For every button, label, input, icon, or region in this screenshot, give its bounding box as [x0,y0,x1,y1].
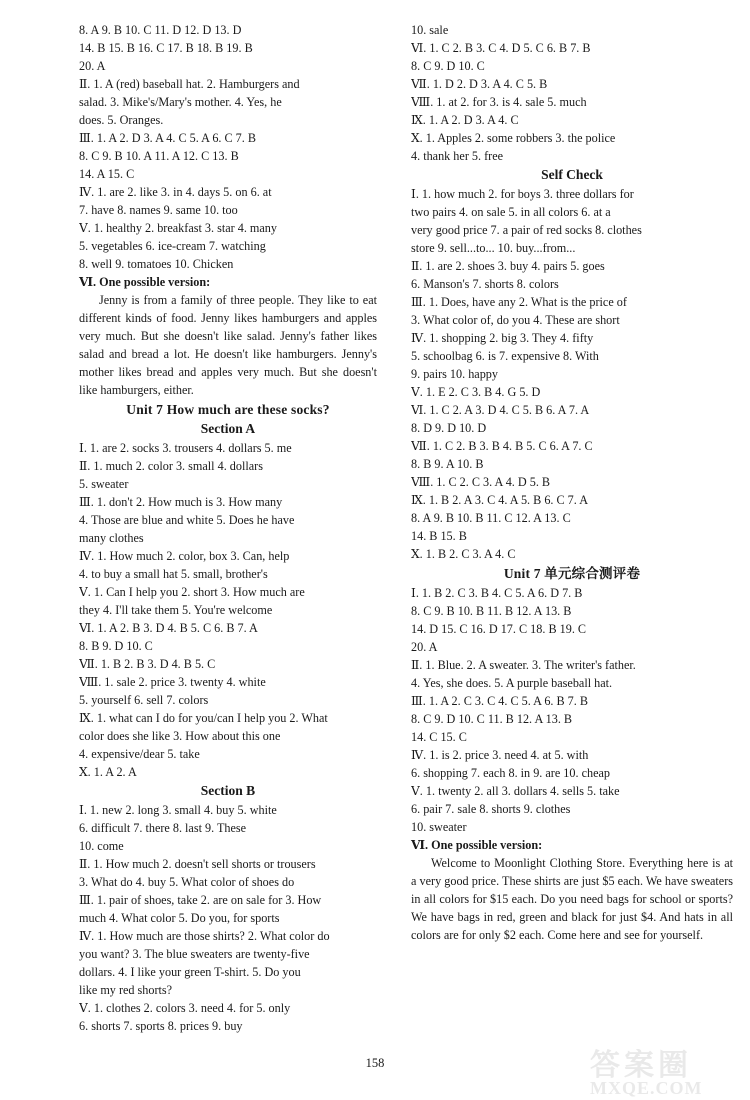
answer-line: 14. D 15. C 16. D 17. C 18. B 19. C [411,622,587,636]
answer-line: 5. yourself 6. sell 7. colors [79,693,209,707]
answer-line: 6. difficult 7. there 8. last 9. These [79,821,247,835]
answer-line: Ⅲ. 1. pair of shoes, take 2. are on sale for 3. How [79,893,322,907]
answer-line: Ⅴ. 1. E 2. C 3. B 4. G 5. D [411,385,541,399]
answer-line: Ⅲ. 1. Does, have any 2. What is the price of [411,295,627,309]
answer-line: Ⅹ. 1. Apples 2. some robbers 3. the police [411,131,616,145]
answer-line: Ⅱ. 1. A (red) baseball hat. 2. Hamburgers and [79,77,300,91]
answer-line: Ⅶ. 1. D 2. D 3. A 4. C 5. B [411,77,548,91]
left-answer-column [79,21,377,1035]
page-number: 158 [365,1056,385,1070]
answer-line: 3. What color of, do you 4. These are short [411,313,620,327]
answer-line: Ⅳ. 1. are 2. like 3. in 4. days 5. on 6. at [79,185,272,199]
answer-line: much 4. What color 5. Do you, for sports [79,911,280,925]
answer-line: 5. vegetables 6. ice-cream 7. watching [79,239,266,253]
answer-line: 7. have 8. names 9. same 10. too [79,203,238,217]
answer-line: 8. well 9. tomatoes 10. Chicken [79,257,234,271]
answer-line: Ⅱ. 1. are 2. shoes 3. buy 4. pairs 5. goes [411,259,605,273]
answer-line: Ⅰ. 1. are 2. socks 3. trousers 4. dollars 5. me [79,441,292,455]
answer-line: 5. schoolbag 6. is 7. expensive 8. With [411,349,599,363]
answer-line: color does she like 3. How about this one [79,729,281,743]
answer-line: Ⅹ. 1. A 2. A [79,765,137,779]
answer-line: 14. B 15. B [411,529,467,543]
answer-line: Ⅳ. 1. shopping 2. big 3. They 4. fifty [411,331,594,345]
section-heading: Section A [200,421,256,436]
answer-line: 4. expensive/dear 5. take [79,747,200,761]
answer-line: Ⅷ. 1. at 2. for 3. is 4. sale 5. much [411,95,587,109]
answer-line: Ⅳ. 1. is 2. price 3. need 4. at 5. with [411,748,589,762]
answer-line: 8. D 9. D 10. D [411,421,487,435]
answer-line: 3. What do 4. buy 5. What color of shoes do [79,875,295,889]
answer-line: 4. to buy a small hat 5. small, brother's [79,567,268,581]
answer-line: Ⅵ. 1. C 2. A 3. D 4. C 5. B 6. A 7. A [411,403,590,417]
answer-line: Ⅴ. 1. Can I help you 2. short 3. How much are [79,585,305,599]
answer-line: Ⅵ. 1. C 2. B 3. C 4. D 5. C 6. B 7. B [411,41,591,55]
answer-line: Ⅲ. 1. don't 2. How much is 3. How many [79,495,283,509]
answer-line: Ⅸ. 1. A 2. D 3. A 4. C [411,113,519,127]
answer-line: very good price 7. a pair of red socks 8. clothes [411,223,642,237]
section-heading: Section B [200,783,256,798]
answer-line: 20. A [79,59,106,73]
answer-line: Ⅴ. 1. twenty 2. all 3. dollars 4. sells 5. take [411,784,620,798]
answer-line: 8. A 9. B 10. C 11. D 12. D 13. D [79,23,242,37]
answer-line: Ⅱ. 1. Blue. 2. A sweater. 3. The writer's father. [411,658,636,672]
answer-line: 4. Yes, she does. 5. A purple baseball hat. [411,676,613,690]
answer-line: Ⅷ. 1. sale 2. price 3. twenty 4. white [79,675,266,689]
answer-line: many clothes [79,531,144,545]
answer-line: Ⅳ. 1. How much are those shirts? 2. What color do [79,929,330,943]
answer-line: Ⅱ. 1. How much 2. doesn't sell shorts or trousers [79,857,316,871]
answer-line: 6. Manson's 7. shorts 8. colors [411,277,559,291]
essay-label: Ⅵ. One possible version: [79,275,211,289]
answer-line: you want? 3. The blue sweaters are twenty-five [79,947,310,961]
answer-line: Ⅸ. 1. what can I do for you/can I help you 2. What [79,711,328,725]
answer-line: 5. sweater [79,477,129,491]
answer-line: Ⅴ. 1. healthy 2. breakfast 3. star 4. many [79,221,277,235]
answer-line: 8. B 9. D 10. C [79,639,153,653]
answer-line: dollars. 4. I like your green T-shirt. 5. Do you [79,965,301,979]
unit-heading: Unit 7 单元综合测评卷 [503,566,641,581]
answer-line: Ⅹ. 1. B 2. C 3. A 4. C [411,547,516,561]
answer-line: does. 5. Oranges. [79,113,164,127]
answer-line: 6. shorts 7. sports 8. prices 9. buy [79,1019,243,1033]
answer-line: 14. B 15. B 16. C 17. B 18. B 19. B [79,41,253,55]
answer-line: Ⅷ. 1. C 2. C 3. A 4. D 5. B [411,475,551,489]
answer-line: 10. sale [411,23,449,37]
answer-line: Ⅶ. 1. B 2. B 3. D 4. B 5. C [79,657,216,671]
answer-line: Ⅸ. 1. B 2. A 3. C 4. A 5. B 6. C 7. A [411,493,589,507]
answer-line: 8. C 9. D 10. C [411,59,485,73]
answer-line: Ⅵ. 1. A 2. B 3. D 4. B 5. C 6. B 7. A [79,621,258,635]
answer-line: store 9. sell...to... 10. buy...from... [411,241,576,255]
answer-line: 8. C 9. B 10. A 11. A 12. C 13. B [79,149,239,163]
answer-line: 4. thank her 5. free [411,149,504,163]
answer-line: 9. pairs 10. happy [411,367,498,381]
model-essay-paragraph: Jenny is from a family of three people. They like to eat different kinds of food. Jenny likes hamburgers and apples very much. But she doesn't like salad. Jenny's father likes salad and bread a lot. He doesn't like hamburgers. Jenny's mother likes bread and apples very much. But she doesn't like hamburgers, either. [79,293,377,397]
answer-line: they 4. I'll take them 5. You're welcome [79,603,273,617]
right-answer-column [411,21,733,944]
answer-line: 8. B 9. A 10. B [411,457,484,471]
essay-label: Ⅵ. One possible version: [411,838,543,852]
answer-line: 8. C 9. D 10. C 11. B 12. A 13. B [411,712,573,726]
answer-line: 10. sweater [411,820,467,834]
answer-line: like my red shorts? [79,983,173,997]
answer-line: Ⅲ. 1. A 2. D 3. A 4. C 5. A 6. C 7. B [79,131,256,145]
answer-line: 6. shopping 7. each 8. in 9. are 10. cheap [411,766,611,780]
answer-line: Ⅶ. 1. C 2. B 3. B 4. B 5. C 6. A 7. C [411,439,593,453]
unit-heading: Unit 7 How much are these socks? [126,402,330,417]
answer-line: Ⅰ. 1. B 2. C 3. B 4. C 5. A 6. D 7. B [411,586,583,600]
answer-line: Ⅰ. 1. how much 2. for boys 3. three dollars for [411,187,634,201]
answer-line: 4. Those are blue and white 5. Does he have [79,513,295,527]
answer-line: two pairs 4. on sale 5. in all colors 6. at a [411,205,611,219]
answer-line: 6. pair 7. sale 8. shorts 9. clothes [411,802,571,816]
answer-line: Ⅴ. 1. clothes 2. colors 3. need 4. for 5. only [79,1001,291,1015]
model-essay-paragraph: Welcome to Moonlight Clothing Store. Everything here is at a very good price. These shirts are just $5 each. We have sweaters in all colors for $15 each. Do you need bags for school or sports? We have bags in red, green and black for just $4. And hats in all colors are for only $2 each. Come here and see for yourself. [411,856,733,942]
answer-line: Ⅰ. 1. new 2. long 3. small 4. buy 5. white [79,803,277,817]
answer-line: 14. A 15. C [79,167,135,181]
section-heading: Self Check [541,167,603,182]
answer-line: 20. A [411,640,438,654]
answer-line: 8. A 9. B 10. B 11. C 12. A 13. C [411,511,571,525]
answer-line: Ⅲ. 1. A 2. C 3. C 4. C 5. A 6. B 7. B [411,694,588,708]
watermark-logo: 答案圈 MXQE.COM [590,1049,703,1098]
answer-line: 14. C 15. C [411,730,467,744]
answer-line: salad. 3. Mike's/Mary's mother. 4. Yes, he [79,95,282,109]
answer-line: Ⅳ. 1. How much 2. color, box 3. Can, help [79,549,290,563]
answer-line: 10. come [79,839,124,853]
answer-line: Ⅱ. 1. much 2. color 3. small 4. dollars [79,459,263,473]
answer-line: 8. C 9. B 10. B 11. B 12. A 13. B [411,604,572,618]
